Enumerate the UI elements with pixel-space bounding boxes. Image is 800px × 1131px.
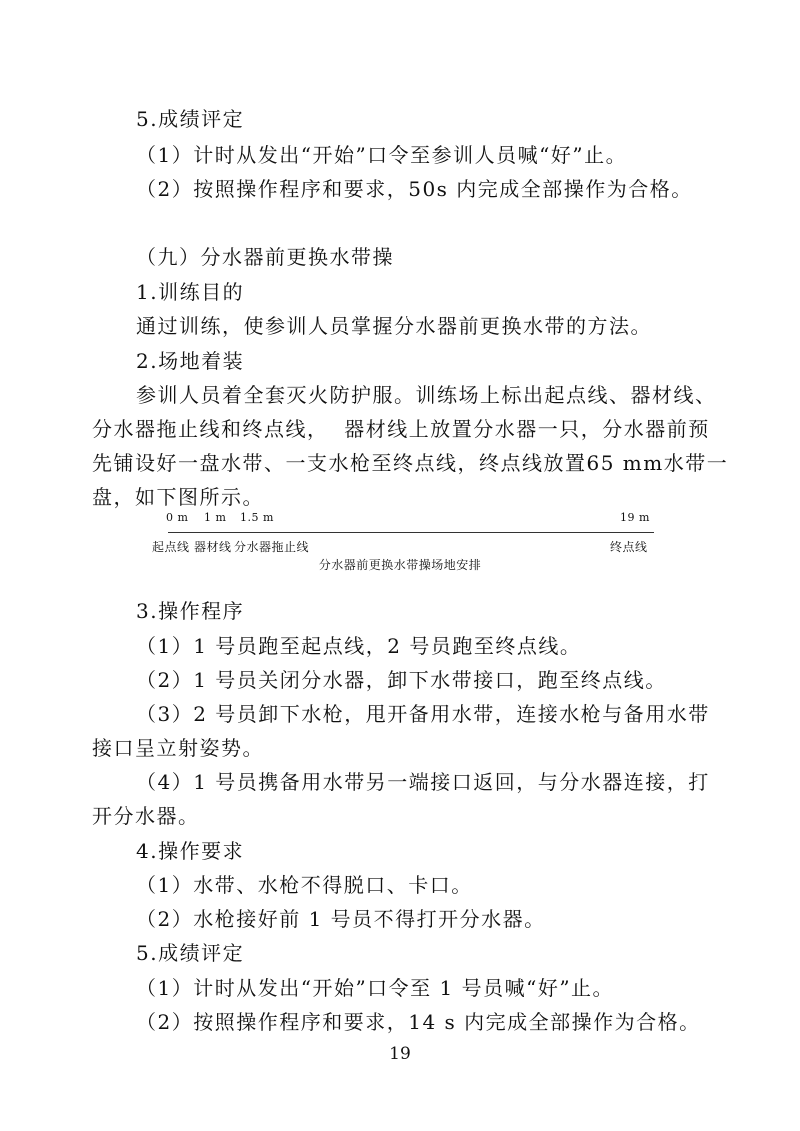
- page-number: 19: [389, 1044, 411, 1064]
- paragraph-line: （3）2 号员卸下水枪，甩开备用水带，连接水枪与备用水带: [136, 702, 710, 726]
- diagram-caption: 分水器前更换水带操场地安排: [318, 558, 482, 572]
- section-heading: 4.操作要求: [136, 839, 245, 863]
- paragraph-line: 参训人员着全套灭火防护服。训练场上标出起点线、器材线、: [136, 383, 717, 407]
- line-label: 分水器拖止线: [234, 540, 310, 554]
- paragraph-line: 开分水器。: [92, 804, 200, 828]
- paragraph-line: 盘，如下图所示。: [92, 485, 264, 509]
- paragraph-line: （2）1 号员关闭分水器，卸下水带接口，跑至终点线。: [136, 668, 667, 692]
- paragraph-line: 接口呈立射姿势。: [92, 736, 264, 760]
- line-label: 器材线: [194, 540, 232, 554]
- tick-label: 1.5 m: [240, 511, 274, 524]
- section-heading: 3.操作程序: [136, 599, 245, 623]
- tick-label: 0 m: [166, 511, 189, 524]
- section-heading: 5.成绩评定: [136, 107, 245, 131]
- paragraph-line: （2）水枪接好前 1 号员不得打开分水器。: [136, 907, 546, 931]
- paragraph-line: 通过训练，使参训人员掌握分水器前更换水带的方法。: [136, 314, 652, 338]
- tick-label: 19 m: [620, 511, 650, 524]
- line-label: 起点线: [152, 540, 190, 554]
- paragraph-line: （4）1 号员携备用水带另一端接口返回，与分水器连接，打: [136, 770, 710, 794]
- line-label: 终点线: [610, 540, 648, 554]
- paragraph-line: （2）按照操作程序和要求，50s 内完成全部操作为合格。: [136, 177, 693, 201]
- paragraph-line: 先铺设好一盘水带、一支水枪至终点线，终点线放置65 mm水带一: [92, 451, 729, 475]
- section-heading: 5.成绩评定: [136, 941, 245, 965]
- distance-line: [168, 532, 654, 533]
- tick-label: 1 m: [204, 511, 227, 524]
- section-heading: 1.训练目的: [136, 280, 245, 304]
- paragraph-line: （2）按照操作程序和要求，14 s 内完成全部操作为合格。: [136, 1010, 701, 1034]
- section-heading: 2.场地着装: [136, 349, 245, 373]
- paragraph-line: （1）计时从发出“开始”口令至 1 号员喊“好”止。: [136, 976, 615, 1000]
- paragraph-line: （1）计时从发出“开始”口令至参训人员喊“好”止。: [136, 143, 628, 167]
- paragraph-line: 分水器拖止线和终点线， 器材线上放置分水器一只，分水器前预: [92, 417, 710, 441]
- chapter-heading: （九）分水器前更换水带操: [136, 245, 394, 269]
- paragraph-line: （1）水带、水枪不得脱口、卡口。: [136, 873, 473, 897]
- paragraph-line: （1）1 号员跑至起点线，2 号员跑至终点线。: [136, 634, 582, 658]
